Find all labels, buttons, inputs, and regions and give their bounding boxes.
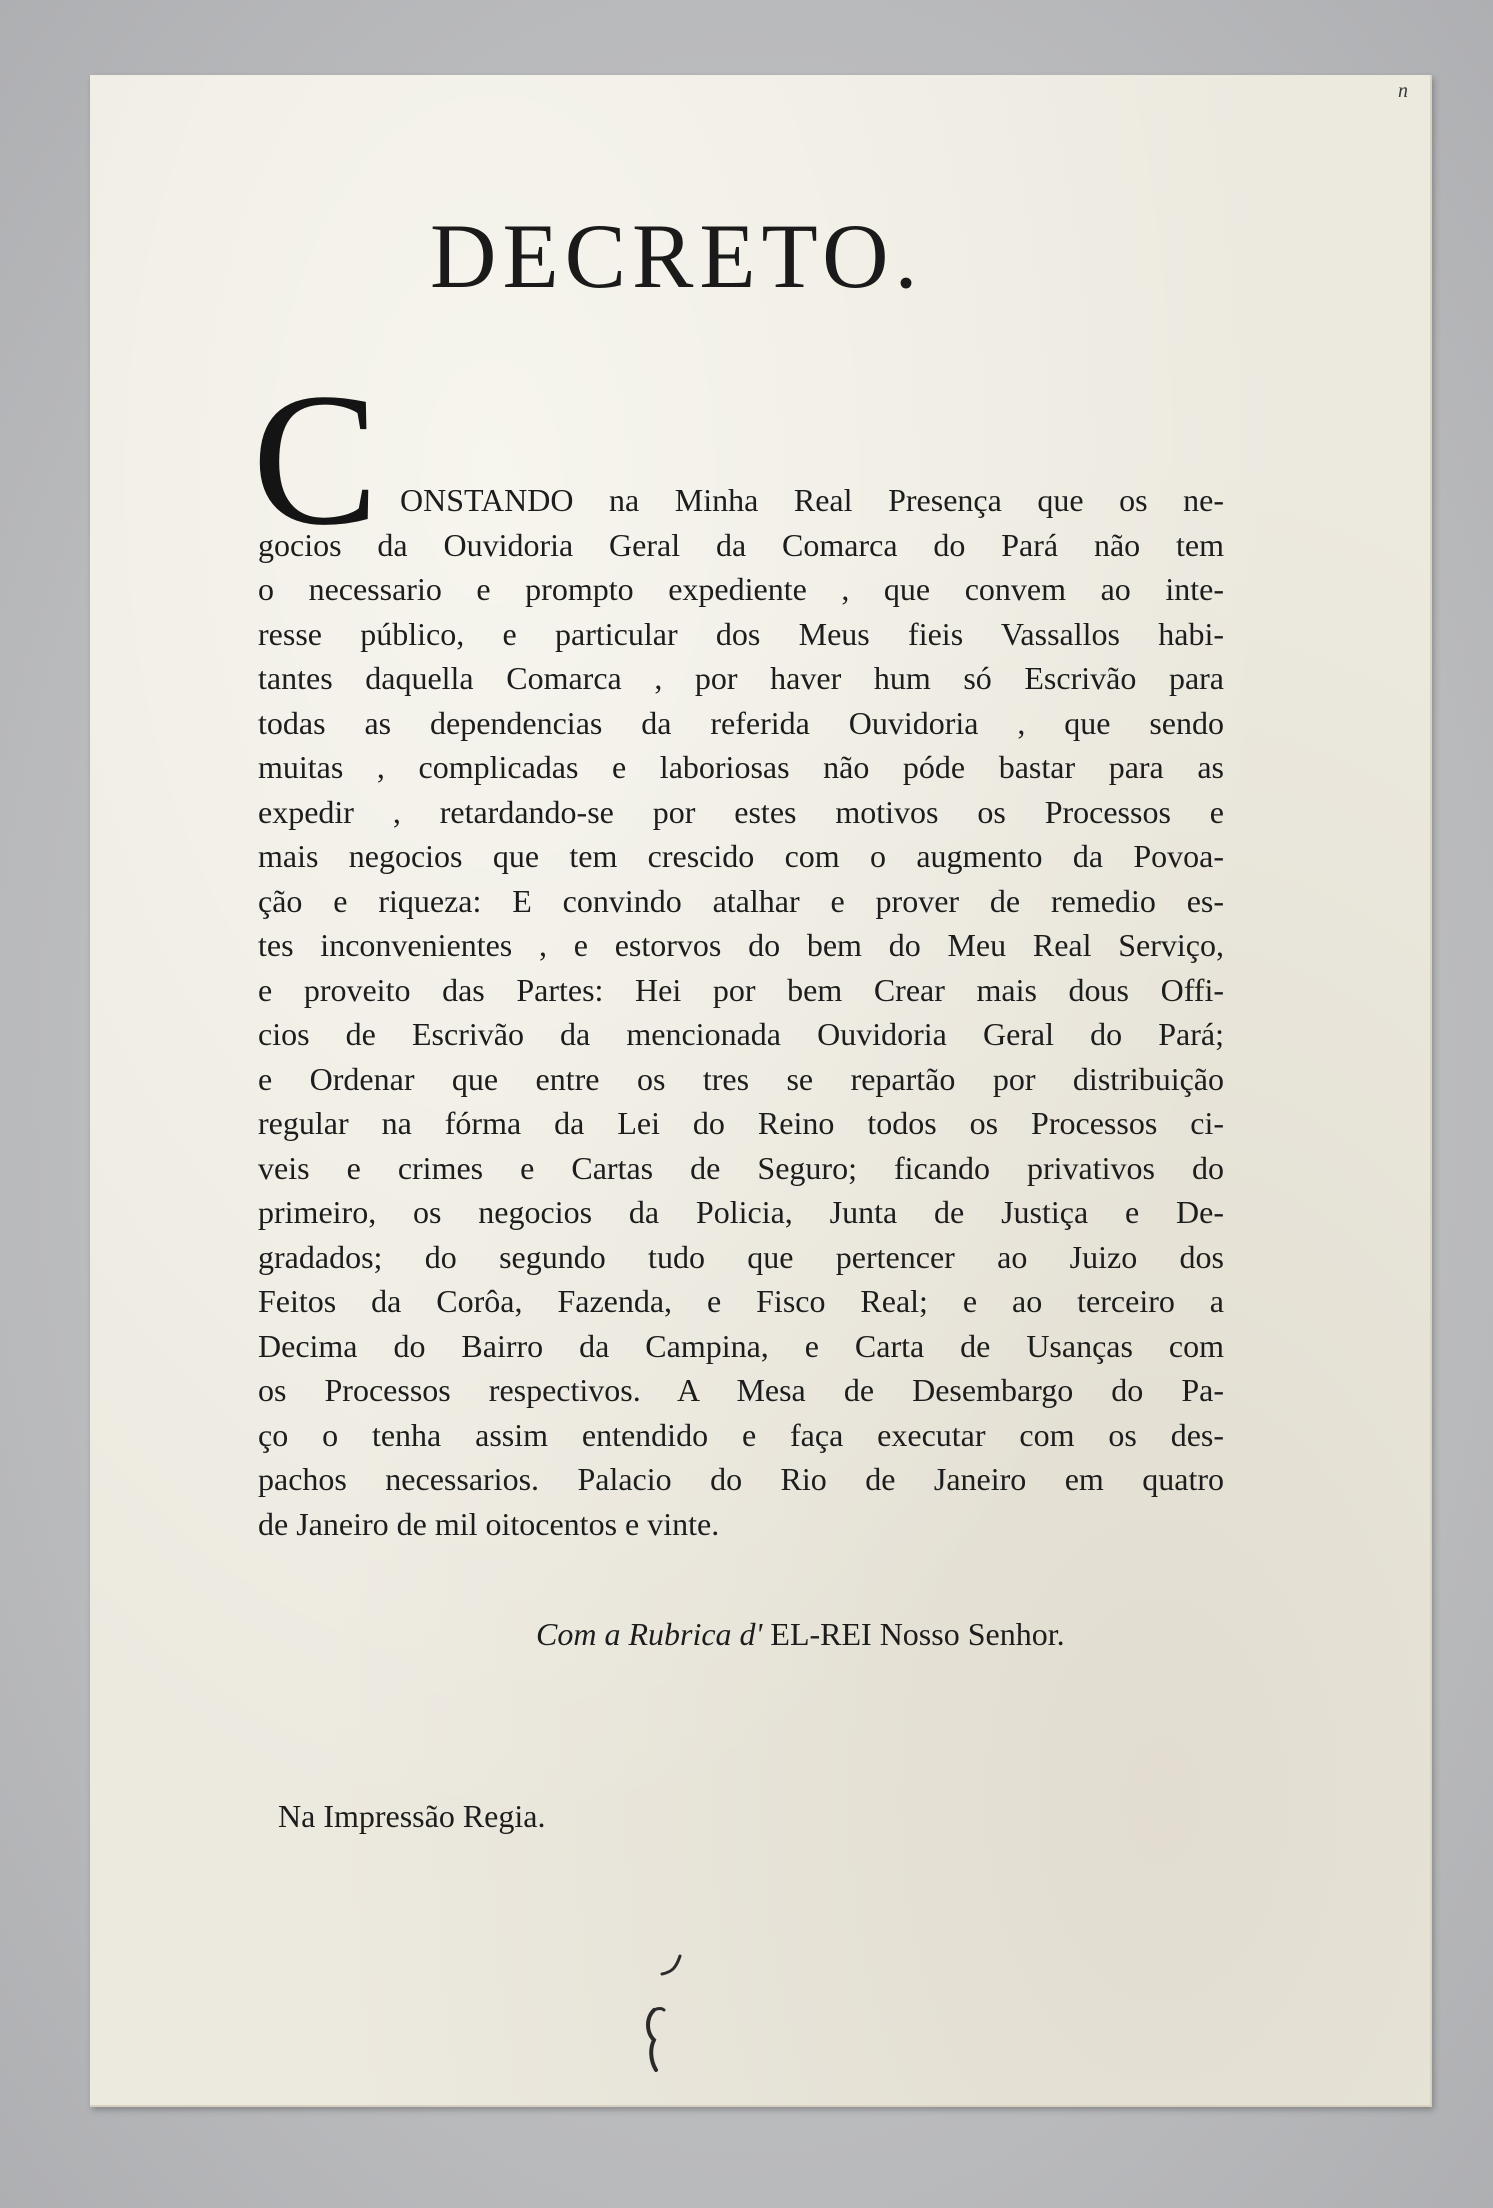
decree-line: muitas , complicadas e laboriosas não póde bastar para as (258, 749, 1224, 785)
decree-line: regular na fórma da Lei do Reino todos os Processos ci- (258, 1105, 1224, 1141)
decree-line: os Processos respectivos. A Mesa de Desembargo do Pa- (258, 1372, 1224, 1408)
decree-line: resse público, e particular dos Meus fieis Vassallos habi- (258, 615, 1224, 652)
decree-line: gradados; do segundo tudo que pertencer ao Juizo dos (258, 1238, 1224, 1275)
decree-line: cios de Escrivão da mencionada Ouvidoria Geral do Pará; (258, 1016, 1224, 1052)
decree-line: e Ordenar que entre os tres se repartão por distribuição (258, 1060, 1224, 1097)
drop-cap: C (252, 355, 379, 565)
decree-line: gocios da Ouvidoria Geral da Comarca do Pará não tem (258, 526, 1224, 563)
rubric-italic-text: Com a Rubrica d' (536, 1616, 763, 1652)
decree-body (258, 478, 1224, 1546)
decree-line: e proveito das Partes: Hei por bem Crear mais dous Offi- (258, 971, 1224, 1008)
rubric-roman-text: EL-REI Nosso Senhor. (770, 1616, 1065, 1652)
decree-line: pachos necessarios. Palacio do Rio de Janeiro em quatro (258, 1461, 1224, 1497)
document-title: DECRETO. (430, 205, 924, 307)
decree-line: mais negocios que tem crescido com o augmento da Povoa- (258, 838, 1224, 874)
decree-line: veis e crimes e Cartas de Seguro; ficando privativos do (258, 1149, 1224, 1186)
decree-line: Feitos da Corôa, Fazenda, e Fisco Real; e ao terceiro a (258, 1283, 1224, 1319)
decree-line: ção e riqueza: E convindo atalhar e prover de remedio es- (258, 882, 1224, 919)
decree-line: tantes daquella Comarca , por haver hum só Escrivão para (258, 660, 1224, 696)
decree-line: todas as dependencias da referida Ouvidoria , que sendo (258, 704, 1224, 741)
decree-line: de Janeiro de mil oitocentos e vinte. (258, 1505, 720, 1542)
ink-flourish-mark (632, 1948, 712, 2088)
decree-line: Decima do Bairro da Campina, e Carta de Usanças com (258, 1327, 1224, 1364)
decree-line: expedir , retardando-se por estes motivos os Processos e (258, 793, 1224, 830)
decree-line: ço o tenha assim entendido e faça executar com os des- (258, 1416, 1224, 1453)
decree-line: ONSTANDO na Minha Real Presença que os ne- (400, 482, 1224, 518)
decree-line: o necessario e prompto expediente , que convem ao inte- (258, 571, 1224, 607)
royal-rubric-line (536, 1616, 1065, 1653)
printer-imprint: Na Impressão Regia. (278, 1798, 546, 1834)
decree-line: primeiro, os negocios da Policia, Junta de Justiça e De- (258, 1194, 1224, 1230)
corner-mark: n (1398, 80, 1408, 102)
decree-line: tes inconvenientes , e estorvos do bem do Meu Real Serviço, (258, 927, 1224, 963)
